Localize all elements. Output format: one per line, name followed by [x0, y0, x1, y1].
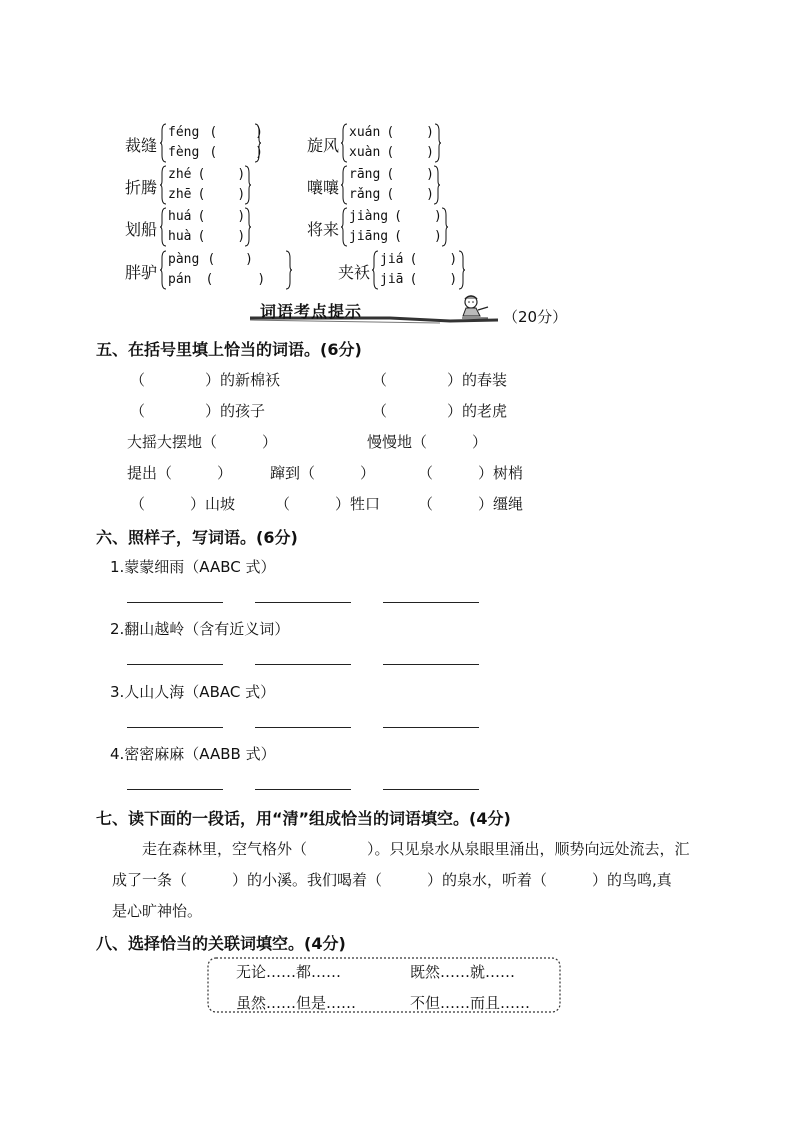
- section-5-title: 五、在括号里填上恰当的词语。(6分): [96, 340, 362, 359]
- right-brace: [434, 123, 442, 163]
- answer-line[interactable]: [127, 727, 223, 728]
- fill-item[interactable]: （ ）山坡: [130, 495, 236, 513]
- conjunction-option: 无论……都……: [236, 963, 342, 981]
- fill-item[interactable]: 提出（ ）: [127, 464, 233, 482]
- answer-blank[interactable]: [205, 227, 237, 247]
- answer-blank[interactable]: [213, 270, 257, 290]
- left-brace: [160, 250, 168, 290]
- answer-blank[interactable]: [394, 143, 426, 163]
- fill-item[interactable]: （ ）的新棉袄: [130, 371, 281, 389]
- pinyin-option: xuàn: [349, 145, 381, 160]
- pinyin-word: 将来: [307, 220, 340, 239]
- left-brace: [160, 123, 168, 163]
- right-brace: [244, 207, 252, 247]
- banner-title: 词语考点提示: [260, 302, 363, 321]
- pinyin-option: jiá: [380, 252, 404, 267]
- fill-item[interactable]: （ ）的老虎: [372, 402, 508, 420]
- answer-line[interactable]: [255, 664, 351, 665]
- pinyin-option: xuán: [349, 125, 381, 140]
- pinyin-option: huà: [168, 229, 192, 244]
- left-brace: [160, 165, 168, 205]
- answer-blank[interactable]: [205, 185, 237, 205]
- right-brace: [285, 250, 293, 290]
- pinyin-option: féng: [168, 125, 200, 140]
- answer-blank[interactable]: [394, 123, 426, 143]
- example-item: 3.人山人海（ABAC 式）: [110, 683, 276, 701]
- pinyin-word: 夹袄: [338, 263, 371, 282]
- conjunction-option: 不但……而且……: [410, 994, 531, 1012]
- fill-item[interactable]: 蹿到（ ）: [270, 464, 376, 482]
- pinyin-group: rāng ( ) rǎng ( ): [349, 165, 434, 205]
- pinyin-word: 裁缝: [125, 136, 158, 155]
- example-item: 4.密密麻麻（AABB 式）: [110, 745, 276, 763]
- pinyin-option: jiàng: [349, 209, 389, 224]
- answer-line[interactable]: [383, 789, 479, 790]
- right-brace: [441, 207, 449, 247]
- right-brace: [458, 250, 466, 290]
- answer-blank[interactable]: [417, 270, 449, 290]
- answer-blank[interactable]: [205, 207, 237, 227]
- kid-mascot-icon: [458, 294, 492, 320]
- pinyin-option: rǎng: [349, 187, 381, 202]
- fill-item[interactable]: （ ）树梢: [418, 464, 524, 482]
- fill-item[interactable]: 慢慢地（ ）: [367, 433, 488, 451]
- pinyin-option: fèng: [168, 145, 200, 160]
- pinyin-option: zhē: [168, 187, 192, 202]
- answer-blank[interactable]: [394, 165, 426, 185]
- answer-blank[interactable]: [215, 250, 245, 270]
- left-brace: [341, 123, 349, 163]
- answer-blank[interactable]: [402, 207, 434, 227]
- passage-line: 是心旷神怡。: [112, 902, 203, 920]
- answer-blank[interactable]: [217, 143, 255, 163]
- example-item: 1.蒙蒙细雨（AABC 式）: [110, 558, 276, 576]
- pinyin-group: xuán ( ) xuàn ( ): [349, 123, 434, 163]
- answer-blank[interactable]: [394, 185, 426, 205]
- fill-item[interactable]: （ ）的孩子: [130, 402, 266, 420]
- left-brace: [160, 207, 168, 247]
- pinyin-word: 胖驴: [125, 263, 158, 282]
- answer-line[interactable]: [255, 602, 351, 603]
- answer-line[interactable]: [255, 789, 351, 790]
- section-banner: [240, 296, 500, 326]
- pinyin-group: jiá ( ) jiā ( ): [380, 250, 457, 290]
- pinyin-option: pán: [168, 272, 192, 287]
- right-brace: [433, 165, 441, 205]
- pinyin-group: pàng ( ) pán ( ): [168, 250, 265, 290]
- answer-line[interactable]: [127, 602, 223, 603]
- section-score: （20分）: [503, 308, 568, 326]
- left-brace: [341, 207, 349, 247]
- fill-item[interactable]: 大摇大摆地（ ）: [127, 433, 278, 451]
- pinyin-group: jiàng ( ) jiāng ( ): [349, 207, 442, 247]
- answer-blank[interactable]: [417, 250, 449, 270]
- section-8-title: 八、选择恰当的关联词填空。(4分): [96, 934, 346, 953]
- example-item: 2.翻山越岭（含有近义词）: [110, 620, 290, 638]
- answer-line[interactable]: [127, 789, 223, 790]
- conjunction-options-box: [204, 955, 564, 1015]
- fill-item[interactable]: （ ）缰绳: [418, 495, 524, 513]
- pinyin-option: pàng: [168, 252, 200, 267]
- left-brace: [372, 250, 380, 290]
- conjunction-option: 虽然……但是……: [236, 994, 357, 1012]
- answer-line[interactable]: [383, 664, 479, 665]
- section-6-title: 六、照样子，写词语。(6分): [96, 528, 298, 547]
- pinyin-option: rāng: [349, 167, 381, 182]
- answer-blank[interactable]: [402, 227, 434, 247]
- fill-item[interactable]: （ ）牲口: [275, 495, 381, 513]
- pinyin-group: féng ( ) fèng ( ): [168, 123, 263, 163]
- answer-line[interactable]: [255, 727, 351, 728]
- pinyin-word: 嚷嚷: [307, 178, 340, 197]
- section-7-title: 七、读下面的一段话，用“清”组成恰当的词语填空。(4分): [96, 809, 511, 828]
- left-brace: [341, 165, 349, 205]
- right-brace: [254, 123, 262, 163]
- pinyin-word: 划船: [125, 220, 158, 239]
- pinyin-word: 旋风: [307, 136, 340, 155]
- answer-line[interactable]: [383, 602, 479, 603]
- answer-line[interactable]: [127, 664, 223, 665]
- pinyin-option: huá: [168, 209, 192, 224]
- passage-line[interactable]: 走在森林里，空气格外（ ）。只见泉水从泉眼里涌出，顺势向远处流去，汇: [142, 840, 690, 858]
- pinyin-word: 折腾: [125, 178, 158, 197]
- pinyin-group: zhé ( ) zhē ( ): [168, 165, 245, 205]
- answer-blank[interactable]: [217, 123, 255, 143]
- conjunction-option: 既然……就……: [410, 963, 516, 981]
- answer-blank[interactable]: [205, 165, 237, 185]
- pinyin-option: jiāng: [349, 229, 389, 244]
- right-brace: [244, 165, 252, 205]
- passage-line[interactable]: 成了一条（ ）的小溪。我们喝着（ ）的泉水，听着（ ）的鸟鸣,真: [112, 871, 672, 889]
- pinyin-option: zhé: [168, 167, 192, 182]
- pinyin-option: jiā: [380, 272, 404, 287]
- pinyin-group: huá ( ) huà ( ): [168, 207, 245, 247]
- answer-line[interactable]: [383, 727, 479, 728]
- fill-item[interactable]: （ ）的春装: [372, 371, 508, 389]
